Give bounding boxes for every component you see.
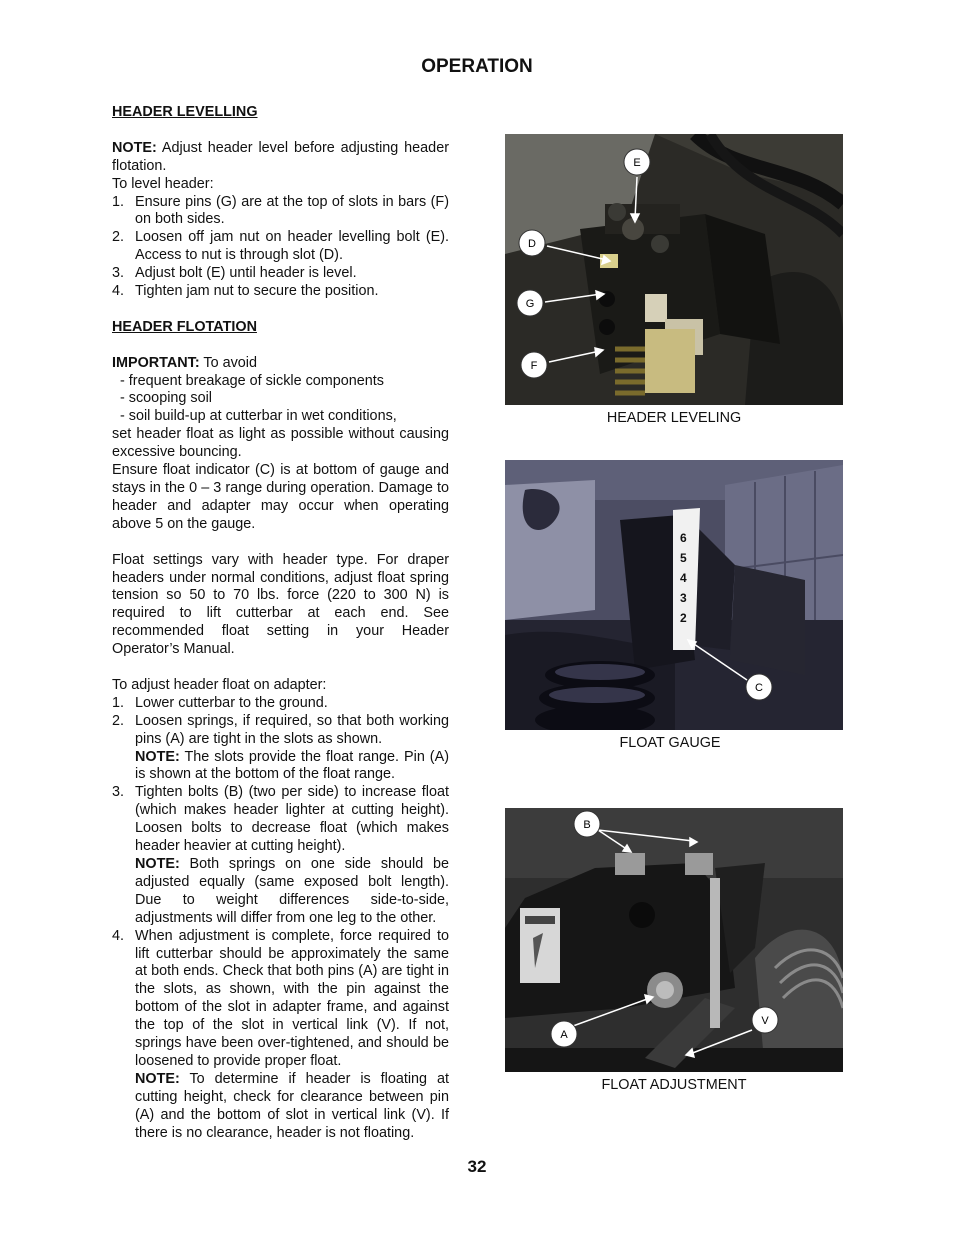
levelling-note: NOTE: Adjust header level before adjusting header flotation.	[112, 139, 449, 174]
list-item: 1. Ensure pins (G) are at the top of slots in bars (F) on both sides.	[112, 193, 449, 228]
bullet-item: - scooping soil	[120, 390, 212, 407]
list-item: 3. Adjust bolt (E) until header is level.	[112, 265, 357, 282]
callout-v: V	[761, 1015, 769, 1027]
list-note: NOTE: Both springs on one side should be adjusted equally (same exposed bolt length). Due to weight differences side-to-side, adjustments will differ from one leg to the other.	[135, 855, 449, 926]
figure-caption: FLOAT GAUGE	[619, 735, 721, 751]
gauge-mark-5: 5	[680, 551, 687, 565]
callout-c: C	[755, 682, 763, 694]
figure-caption: FLOAT ADJUSTMENT	[601, 1077, 747, 1093]
gauge-mark-4: 4	[680, 571, 687, 585]
gauge-mark-6: 6	[680, 531, 687, 545]
section-heading-flotation: HEADER FLOTATION	[112, 318, 257, 335]
callout-e: E	[633, 157, 641, 169]
gauge-mark-2: 2	[680, 611, 687, 625]
callout-f: F	[530, 360, 538, 372]
callout-a: A	[560, 1029, 568, 1041]
callout-d: D	[528, 238, 536, 250]
text-column	[112, 104, 449, 1142]
callout-g: G	[525, 298, 535, 310]
page-number: 32	[467, 1157, 487, 1176]
list-item: 4. When adjustment is complete, force required to lift cutterbar should be approximately the same at both ends. Check that both pins (A) are tight in the slots, as shown, with the pin against the bottom of the slot in adapter frame, and against the top of the slot in vertical link (V). If not, springs have been over-tightened, and should be loosened to provide proper float.	[112, 927, 449, 1069]
list-item: 2. Loosen off jam nut on header levelling bolt (E). Access to nut is through slot (D).	[112, 229, 449, 264]
list-item: 1. Lower cutterbar to the ground.	[112, 694, 328, 711]
list-item: 3. Tighten bolts (B) (two per side) to increase float (which makes header lighter at cutting height). Loosen bolts to decrease float (which makes header heavier at cutting height).	[112, 784, 449, 855]
levelling-intro: To level header:	[112, 175, 214, 192]
paragraph: Float settings vary with header type. For draper headers under normal conditions, adjust float spring tension so 50 to 70 lbs. force (220 to 300 N) is required to lift cutterbar at each end. See recommended float setting in your Header Operator’s Manual.	[112, 551, 449, 658]
header-leveling-photo	[505, 134, 843, 405]
float-gauge-photo	[505, 460, 843, 730]
list-item: 2. Loosen springs, if required, so that both working pins (A) are tight in the slots as shown.	[112, 712, 449, 747]
page-title: OPERATION	[421, 56, 533, 77]
list-item: 4. Tighten jam nut to secure the position.	[112, 283, 379, 300]
list-note: NOTE: The slots provide the float range. Pin (A) is shown at the bottom of the float range.	[135, 748, 449, 783]
paragraph: To adjust header float on adapter:	[112, 676, 327, 693]
figure-caption: HEADER LEVELING	[606, 410, 742, 426]
bullet-item: - soil build-up at cutterbar in wet conditions,	[120, 408, 397, 425]
important-note: IMPORTANT: To avoid	[112, 354, 258, 371]
bullet-item: - frequent breakage of sickle components	[120, 372, 384, 389]
gauge-mark-3: 3	[680, 591, 687, 605]
section-heading-levelling: HEADER LEVELLING	[112, 104, 258, 120]
callout-b: B	[583, 819, 591, 831]
list-note: NOTE: To determine if header is floating at cutting height, check for clearance between pin (A) and the bottom of slot in vertical link (V). If there is no clearance, header is not floating.	[135, 1070, 449, 1141]
paragraph: set header float as light as possible without causing excessive bouncing.	[112, 426, 449, 461]
paragraph: Ensure float indicator (C) is at bottom of gauge and stays in the 0 – 3 range during operation. Damage to header and adapter may occur when operating above 5 on the gauge.	[112, 462, 449, 532]
float-adjustment-photo	[505, 808, 843, 1072]
